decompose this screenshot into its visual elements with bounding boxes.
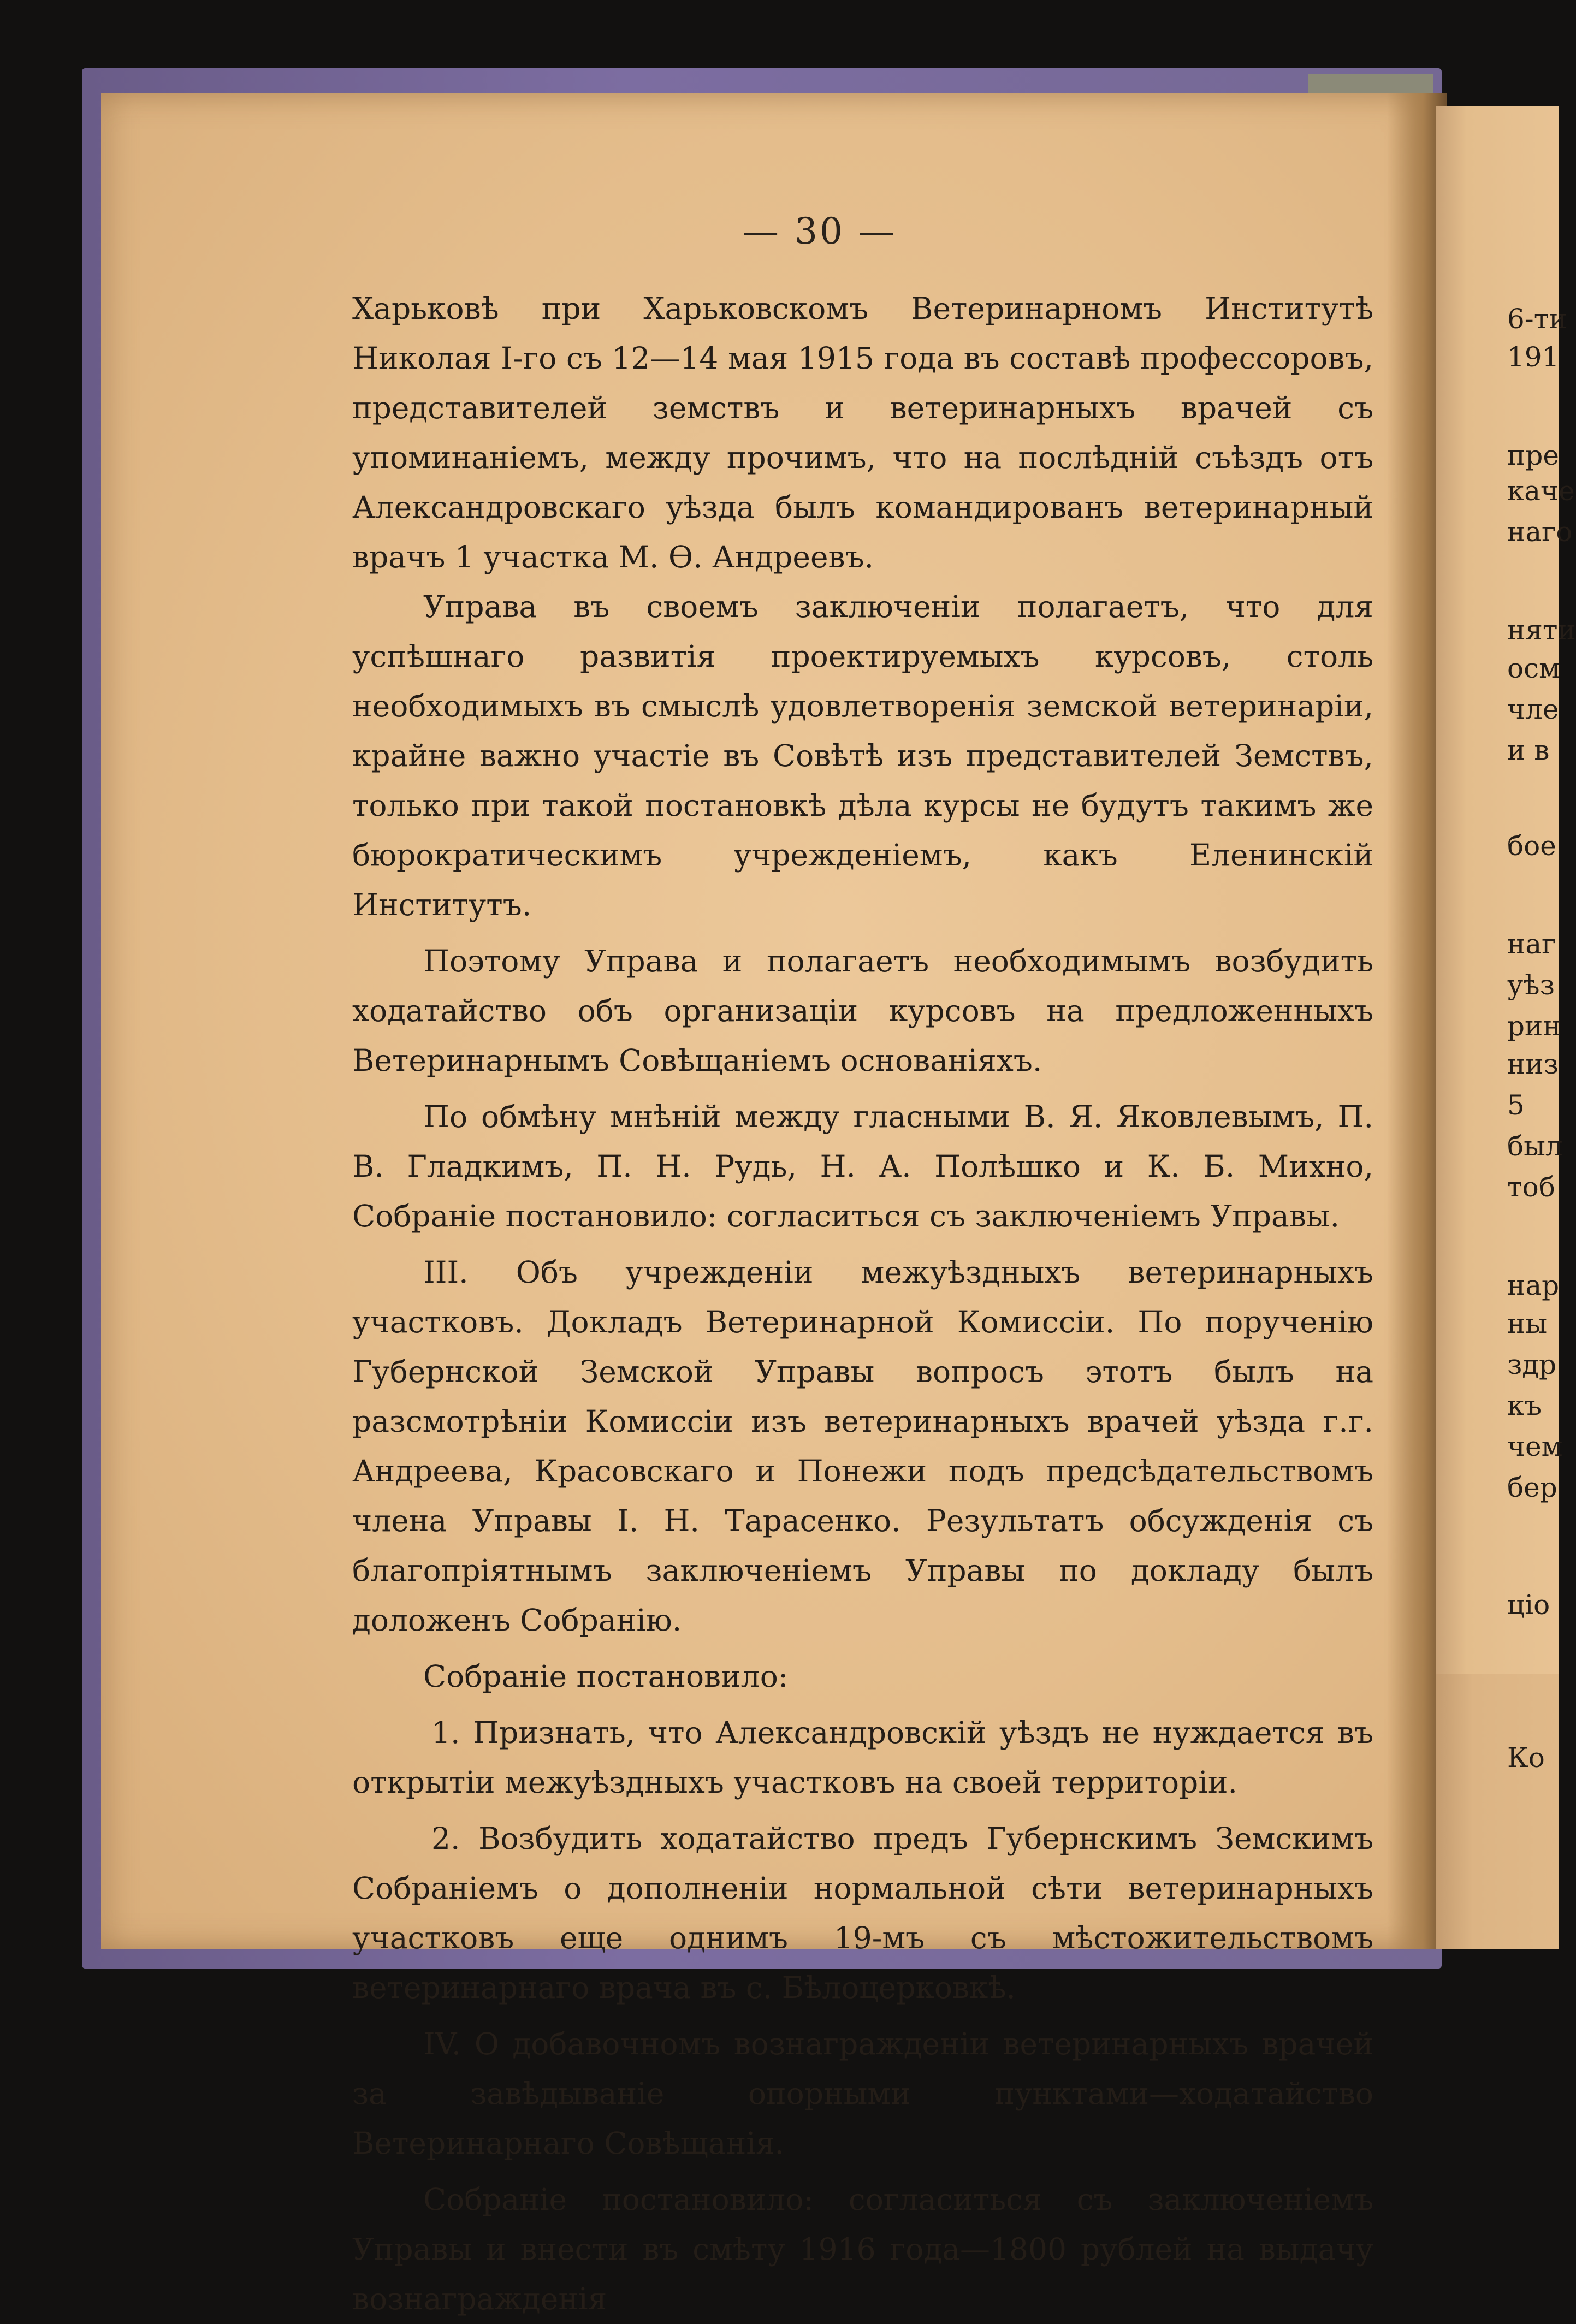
section-heading-paragraph: IV. О добавочномъ вознагражденіи ветеринарныхъ врачей за завѣдываніе опорными пунктами—ходатайство Ветеринарнаго Совѣщанія.: [352, 2026, 1373, 2161]
page-number: — 30 —: [743, 210, 897, 252]
right-page-fragment: низ: [1507, 1048, 1559, 1080]
right-page-fragment: и в: [1507, 734, 1550, 766]
right-page-fragment: къ: [1507, 1390, 1542, 1421]
right-page-fragment: няти: [1507, 614, 1576, 646]
right-page-fragment: ціо: [1507, 1589, 1550, 1621]
right-page-fragment: тоб: [1507, 1171, 1555, 1203]
right-page-fragment: бер: [1507, 1472, 1557, 1503]
right-page-fragment: уѣз: [1507, 969, 1555, 1001]
right-page-fragment: нар: [1507, 1270, 1560, 1301]
paragraph: Собраніе постановило: согласиться съ заключеніемъ Управы и внести въ смѣту 1916 года—1800 рублей на выдачу вознагражденія: [352, 2182, 1373, 2316]
right-page-fragment: Ко: [1507, 1742, 1545, 1774]
right-page-fragment: был: [1507, 1130, 1563, 1162]
resolution-item: 2. Возбудить ходатайство предъ Губернскимъ Земскимъ Собраніемъ о дополненіи нормальной сѣти ветеринарныхъ участковъ еще однимъ 19-мъ съ мѣстожительствомъ ветеринарнаго врача въ с. Бѣлоцерковкѣ.: [352, 1821, 1373, 2005]
right-page-fragment: 191: [1507, 341, 1560, 373]
right-page-fragment: наг: [1507, 928, 1556, 960]
paragraph: Собраніе постановило:: [423, 1659, 789, 1694]
paragraph: Управа въ своемъ заключеніи полагаетъ, что для успѣшнаго развитія проектируемыхъ курсовъ, столь необходимыхъ въ смыслѣ удовлетворенія земской ветеринаріи, крайне важно участіе въ Совѣтѣ изъ представителей Земствъ, только при такой постановкѣ дѣла курсы не будутъ такимъ же бюрократическимъ учрежденіемъ, какъ Еленинскій Институтъ.: [352, 589, 1373, 922]
resolution-item: 1. Признать, что Александровскій уѣздъ не нуждается въ открытіи межуѣздныхъ участковъ на своей территоріи.: [352, 1715, 1373, 1800]
right-page-fragment: 5: [1507, 1089, 1525, 1121]
right-page-fragment: чле: [1507, 693, 1559, 725]
right-page-fragment: пре: [1507, 440, 1559, 471]
section-heading-paragraph: III. Объ учрежденіи межуѣздныхъ ветеринарныхъ участковъ. Докладъ Ветеринарной Комиссіи. По порученію Губернской Земской Управы вопросъ этотъ былъ на разсмотрѣніи Комиссіи изъ ветеринарныхъ врачей уѣзда г.г. Андреева, Красовскаго и Понежи подъ предсѣдательствомъ члена Управы I. Н. Тарасенко. Результатъ обсужденія съ благопріятнымъ заключеніемъ Управы по докладу былъ доложенъ Собранію.: [352, 1255, 1373, 1638]
right-page-text-fragments: [1507, 0, 1576, 2048]
paragraph: Харьковѣ при Харьковскомъ Ветеринарномъ Институтѣ Николая I-го съ 12—14 мая 1915 года въ составѣ профессоровъ, представителей земствъ и ветеринарныхъ врачей съ упоминаніемъ, между прочимъ, что на послѣдній съѣздъ отъ Александровскаго уѣзда былъ командированъ ветеринарный врачъ 1 участка М. Ѳ. Андреевъ.: [352, 291, 1373, 574]
right-page-fragment: 6-ти: [1507, 303, 1567, 335]
right-page-fragment: наго: [1507, 516, 1573, 548]
right-page-fragment: каче: [1507, 475, 1575, 507]
right-page-fragment: бое: [1507, 830, 1556, 862]
paragraph: По обмѣну мнѣній между гласными В. Я. Яковлевымъ, П. В. Гладкимъ, П. Н. Рудь, Н. А. Полѣшко и К. Б. Михно, Собраніе постановило: согласиться съ заключеніемъ Управы.: [352, 1099, 1373, 1234]
right-page-fragment: ны: [1507, 1308, 1548, 1339]
paragraph: Поэтому Управа и полагаетъ необходимымъ возбудить ходатайство объ организаціи курсовъ на предложенныхъ Ветеринарнымъ Совѣщаніемъ основаніяхъ.: [352, 944, 1373, 1078]
right-page-fragment: осм: [1507, 653, 1560, 684]
page-body-text: [352, 284, 1373, 2324]
right-page-fragment: рин: [1507, 1010, 1561, 1042]
right-page-fragment: здр: [1507, 1349, 1557, 1380]
right-page-fragment: чем: [1507, 1431, 1563, 1462]
